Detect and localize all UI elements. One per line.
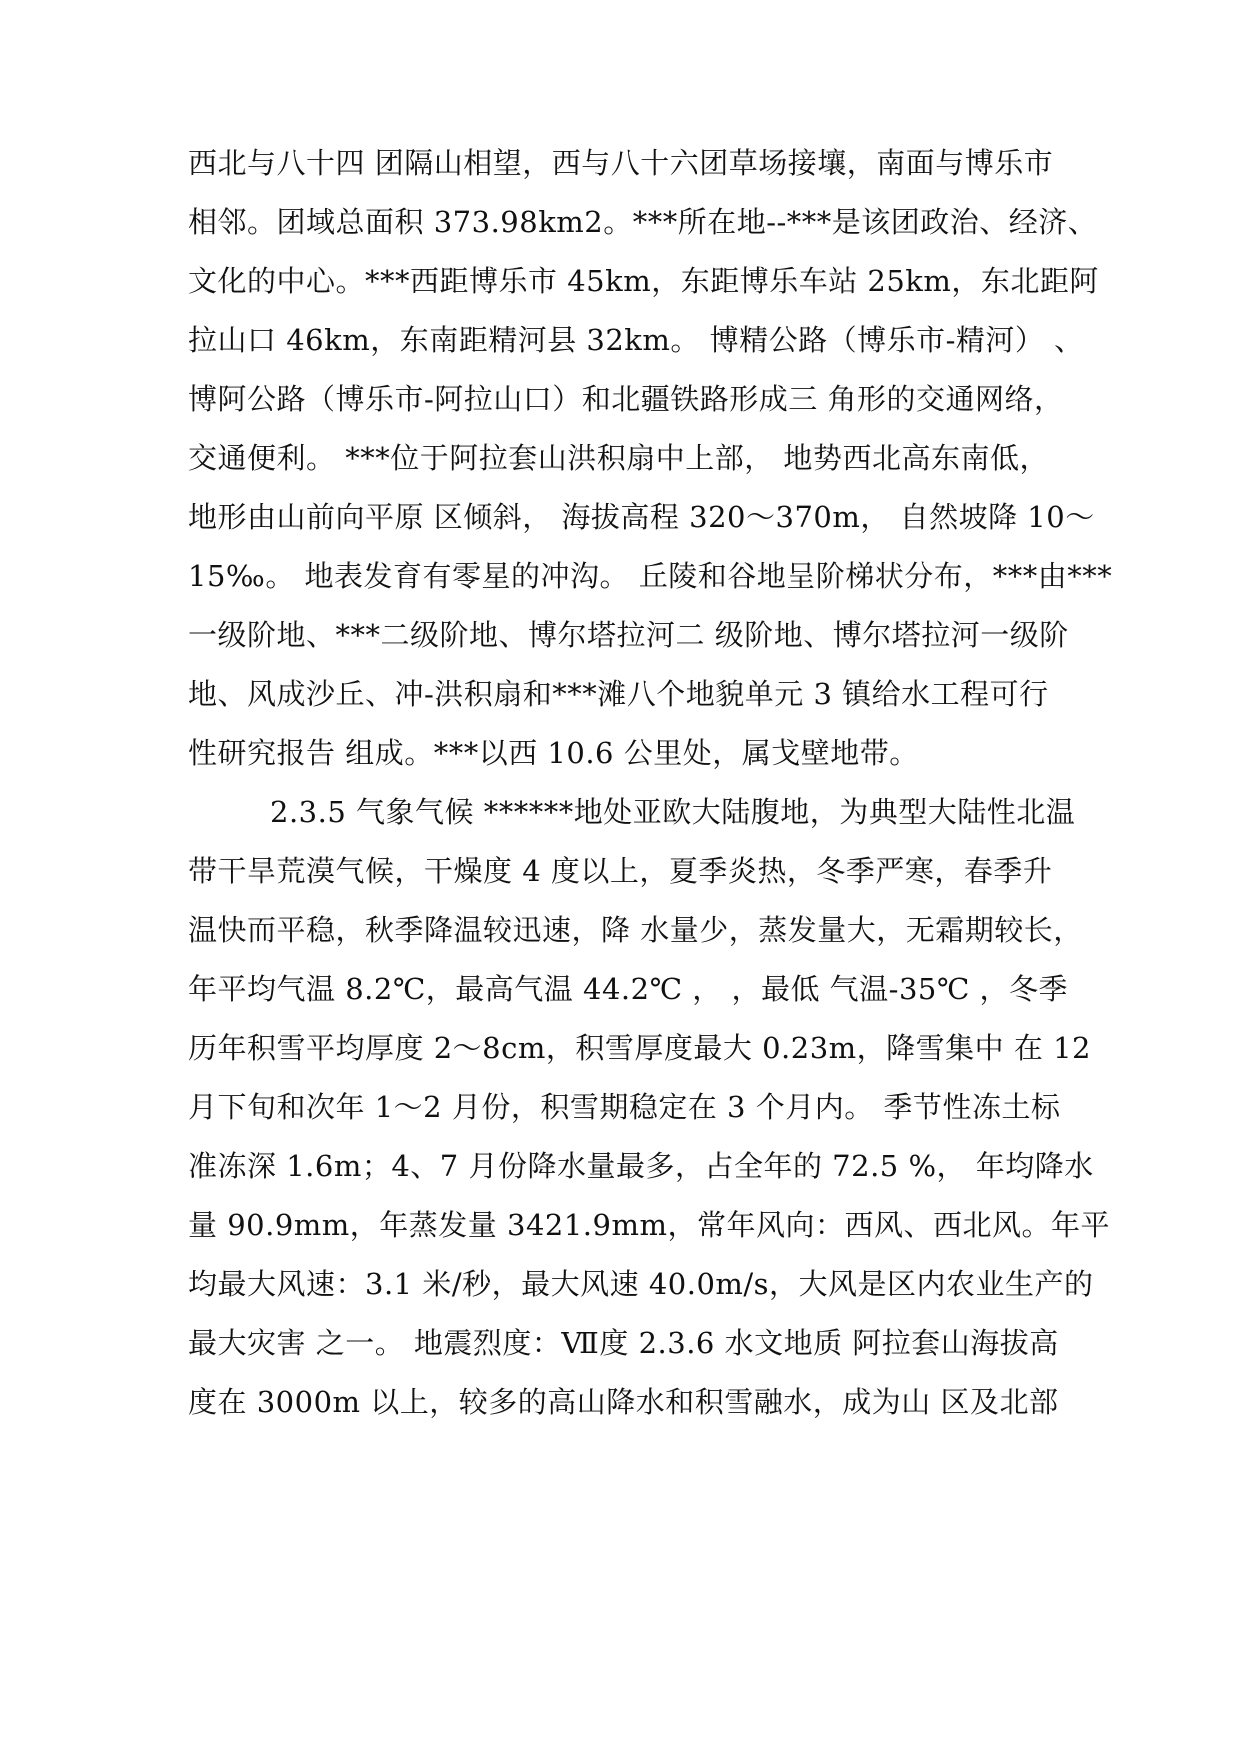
section-heading-line: 2.3.5 气象气候 ******地处亚欧大陆腹地，为典型大陆性北温 <box>270 795 1076 829</box>
text-line: 月下旬和次年 1～2 月份，积雪期稳定在 3 个月内。 季节性冻土标 <box>188 1090 1061 1124</box>
text-line: 拉山口 46km，东南距精河县 32km。 博精公路（博乐市-精河） 、 <box>188 323 1084 357</box>
text-line: 15‰。 地表发育有零星的冲沟。 丘陵和谷地呈阶梯状分布，***由*** <box>188 559 1113 593</box>
text-line: 相邻。团域总面积 373.98km2。***所在地--***是该团政治、经济、 <box>188 205 1098 239</box>
text-line: 文化的中心。***西距博乐市 45km，东距博乐车站 25km，东北距阿 <box>188 264 1099 298</box>
text-line: 性研究报告 组成。***以西 10.6 公里处，属戈壁地带。 <box>188 736 919 770</box>
text-line: 均最大风速：3.1 米/秒，最大风速 40.0m/s，大风是区内农业生产的 <box>188 1267 1094 1301</box>
text-line: 温快而平稳，秋季降温较迅速，降 水量少，蒸发量大，无霜期较长， <box>188 913 1083 947</box>
text-line: 地形由山前向平原 区倾斜， 海拔高程 320～370m， 自然坡降 10～ <box>188 500 1095 534</box>
text-line: 量 90.9mm，年蒸发量 3421.9mm，常年风向：西风、西北风。年平 <box>188 1208 1110 1242</box>
text-line: 交通便利。 ***位于阿拉套山洪积扇中上部， 地势西北高东南低， <box>188 441 1049 475</box>
text-line: 年平均气温 8.2℃，最高气温 44.2℃ ， ，最低 气温-35℃ ，冬季 <box>188 972 1069 1006</box>
text-line: 地、风成沙丘、冲-洪积扇和***滩八个地貌单元 3 镇给水工程可行 <box>188 677 1049 711</box>
text-line: 最大灾害 之一。 地震烈度：Ⅶ度 2.3.6 水文地质 阿拉套山海拔高 <box>188 1326 1059 1360</box>
text-line: 历年积雪平均厚度 2～8cm，积雪厚度最大 0.23m，降雪集中 在 12 <box>188 1031 1091 1065</box>
text-line: 带干旱荒漠气候，干燥度 4 度以上，夏季炎热，冬季严寒，春季升 <box>188 854 1053 888</box>
text-line: 一级阶地、***二级阶地、博尔塔拉河二 级阶地、博尔塔拉河一级阶 <box>188 618 1069 652</box>
text-line: 度在 3000m 以上，较多的高山降水和积雪融水，成为山 区及北部 <box>188 1385 1059 1419</box>
text-line: 西北与八十四 团隔山相望，西与八十六团草场接壤，南面与博乐市 <box>188 146 1054 180</box>
text-line: 博阿公路（博乐市-阿拉山口）和北疆铁路形成三 角形的交通网络， <box>188 382 1064 416</box>
text-line: 准冻深 1.6m；4、7 月份降水量最多，占全年的 72.5 %， 年均降水 <box>188 1149 1094 1183</box>
